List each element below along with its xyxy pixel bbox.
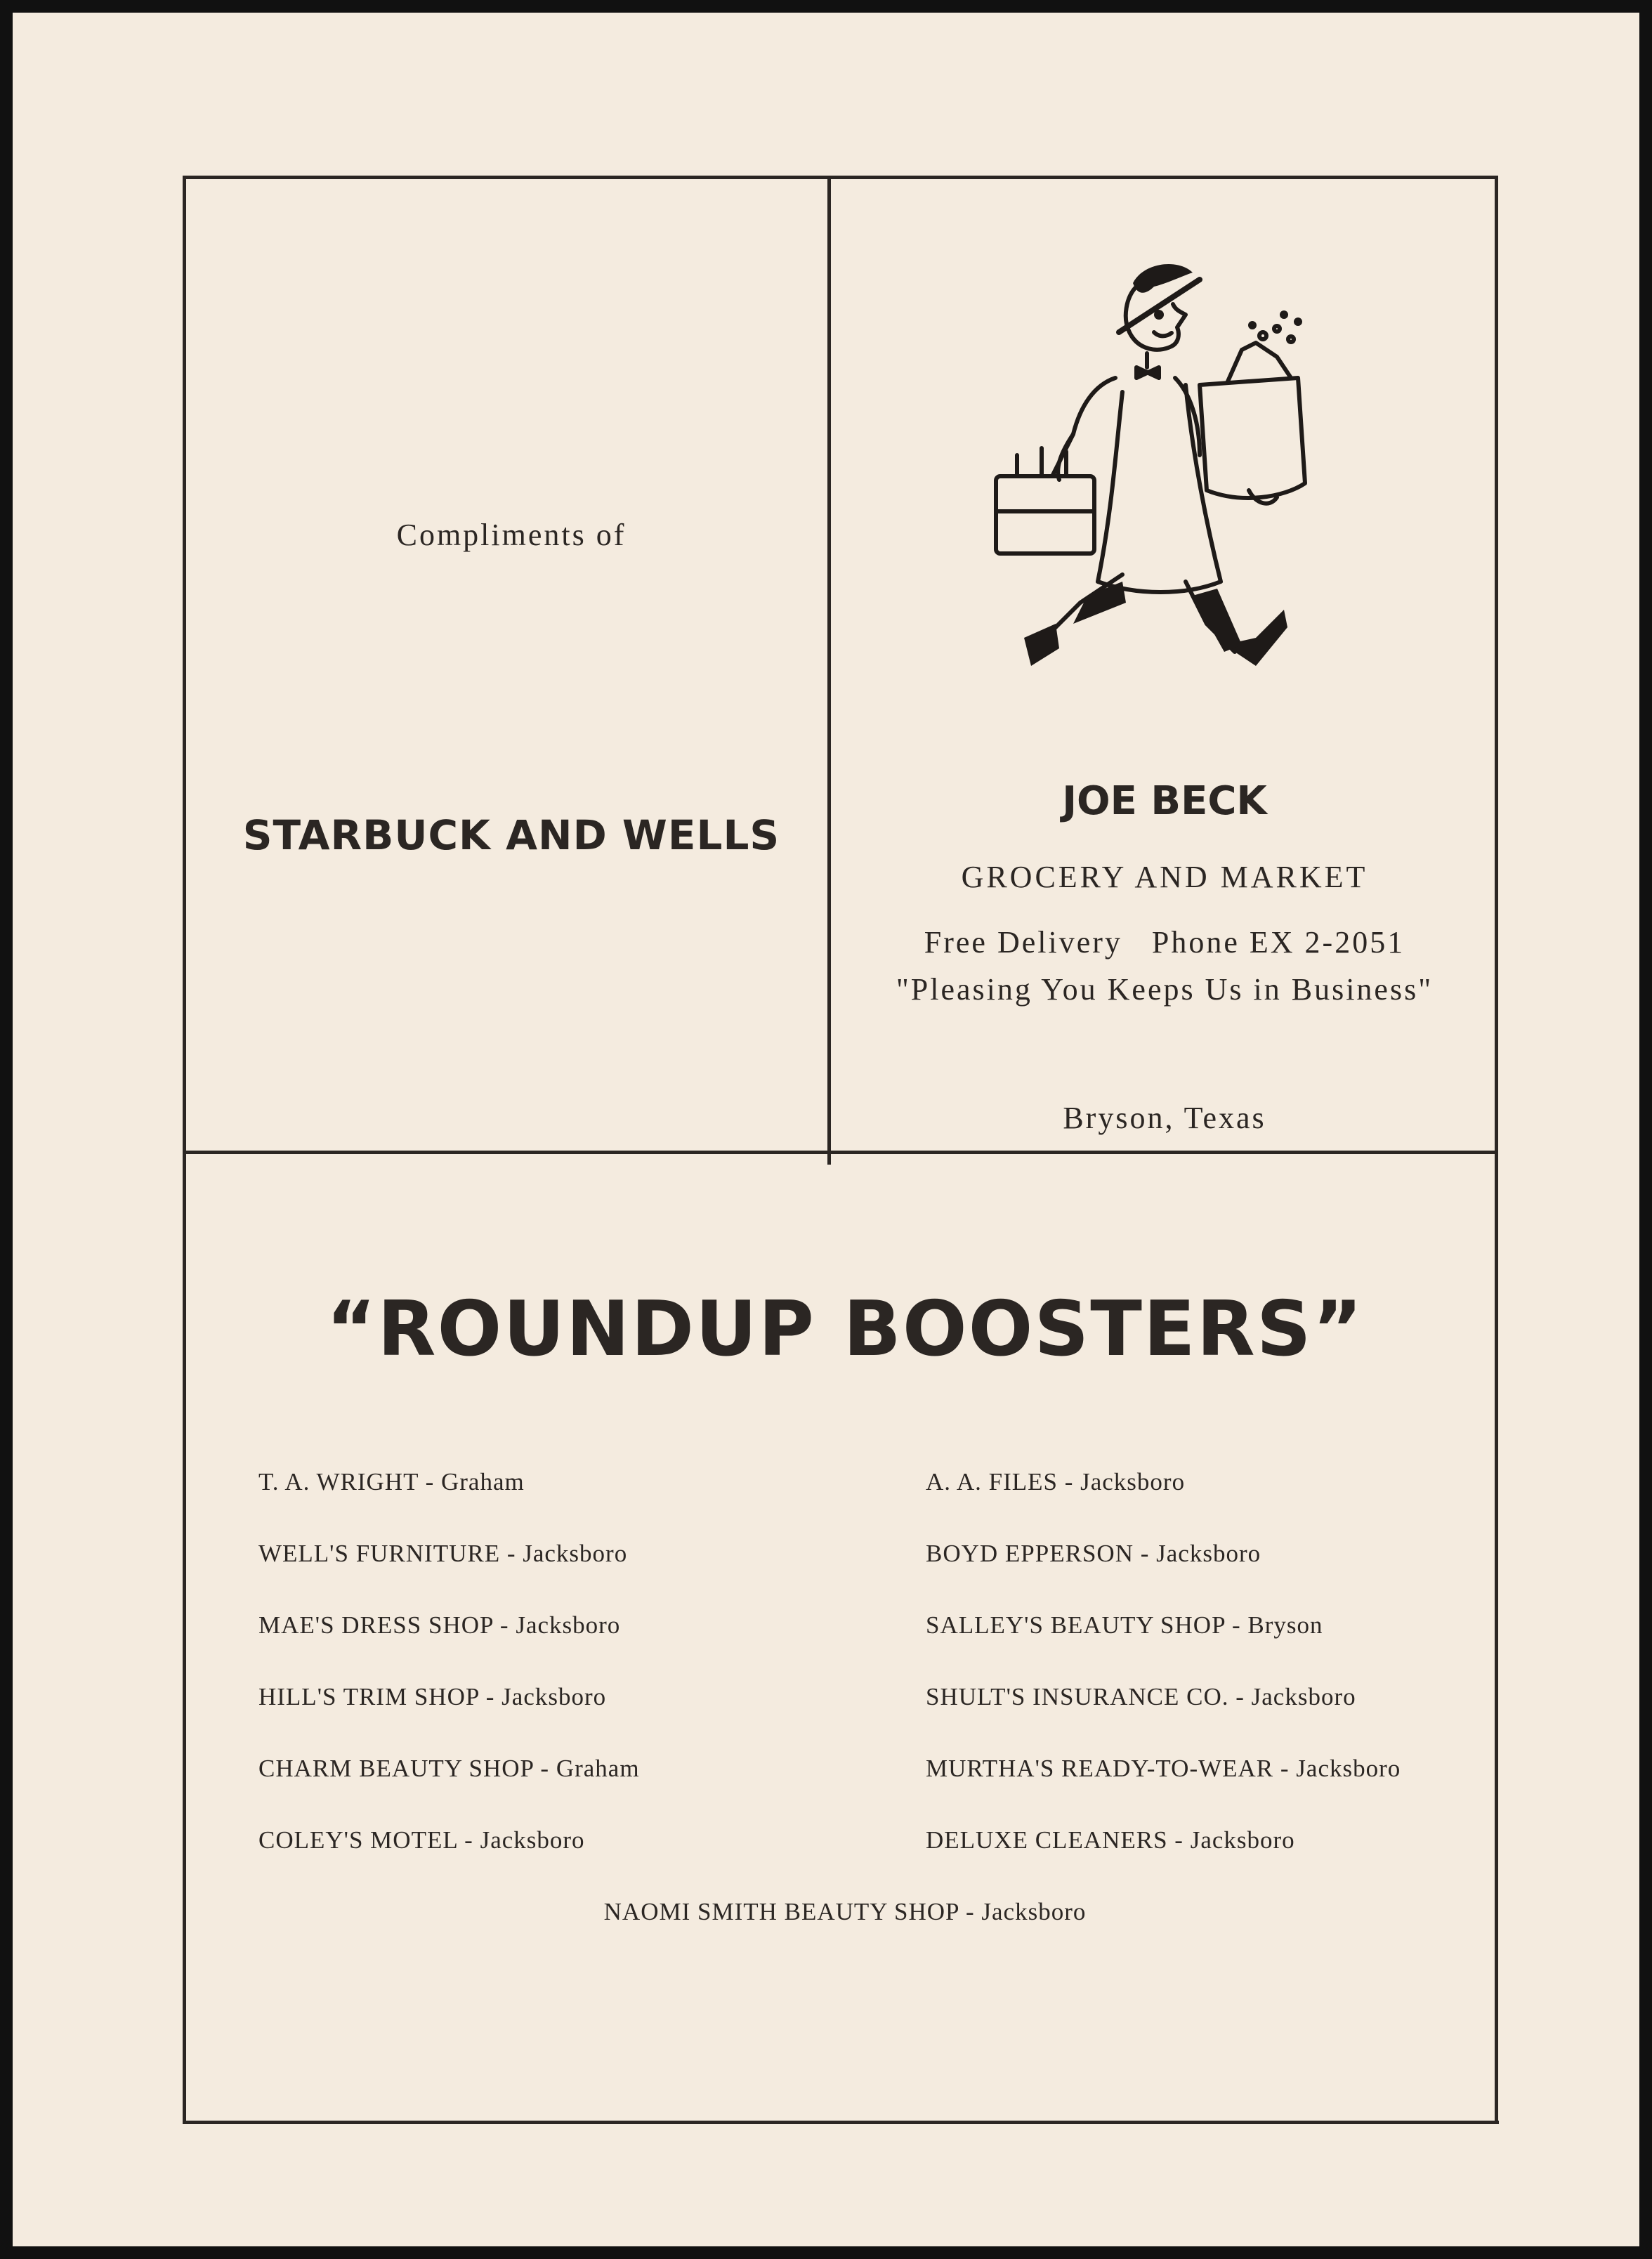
booster-right-2: BOYD EPPERSON - Jacksboro (926, 1540, 1261, 1567)
booster-right-1: A. A. FILES - Jacksboro (926, 1468, 1186, 1495)
booster-left-1: T. A. WRIGHT - Graham (258, 1468, 525, 1495)
booster-right-3: SALLEY'S BEAUTY SHOP - Bryson (926, 1611, 1323, 1639)
joe-beck-subtitle: GROCERY AND MARKET (961, 860, 1368, 894)
joe-beck-slogan: "Pleasing You Keeps Us in Business" (896, 972, 1434, 1007)
booster-left-4: HILL'S TRIM SHOP - Jacksboro (258, 1683, 607, 1710)
starbuck-and-wells-name: STARBUCK AND WELLS (242, 811, 780, 859)
yearbook-page (13, 13, 1639, 2246)
frame-right (1495, 176, 1498, 2124)
booster-left-5: CHARM BEAUTY SHOP - Graham (258, 1755, 640, 1782)
booster-left-2: WELL'S FURNITURE - Jacksboro (258, 1540, 628, 1567)
grocer-illustration (975, 244, 1368, 708)
booster-center: NAOMI SMITH BEAUTY SHOP - Jacksboro (603, 1898, 1087, 1925)
booster-left-6: COLEY'S MOTEL - Jacksboro (258, 1826, 585, 1854)
booster-left-3: MAE'S DRESS SHOP - Jacksboro (258, 1611, 621, 1639)
joe-beck-phone-line: Free Delivery Phone EX 2-2051 (924, 925, 1405, 960)
joe-beck-city: Bryson, Texas (1063, 1101, 1266, 1135)
frame-middle-divider (827, 176, 831, 1165)
frame-bottom (185, 2121, 1499, 2124)
booster-right-5: MURTHA'S READY-TO-WEAR - Jacksboro (926, 1755, 1401, 1782)
frame-left (183, 176, 186, 2124)
booster-right-4: SHULT'S INSURANCE CO. - Jacksboro (926, 1683, 1356, 1710)
joe-beck-name: JOE BECK (1062, 778, 1267, 824)
frame-top (183, 176, 1497, 179)
roundup-boosters-title: “ROUNDUP BOOSTERS” (326, 1285, 1364, 1373)
booster-right-6: DELUXE CLEANERS - Jacksboro (926, 1826, 1295, 1854)
frame-horizontal-divider (185, 1151, 1496, 1154)
compliments-text: Compliments of (396, 518, 627, 552)
